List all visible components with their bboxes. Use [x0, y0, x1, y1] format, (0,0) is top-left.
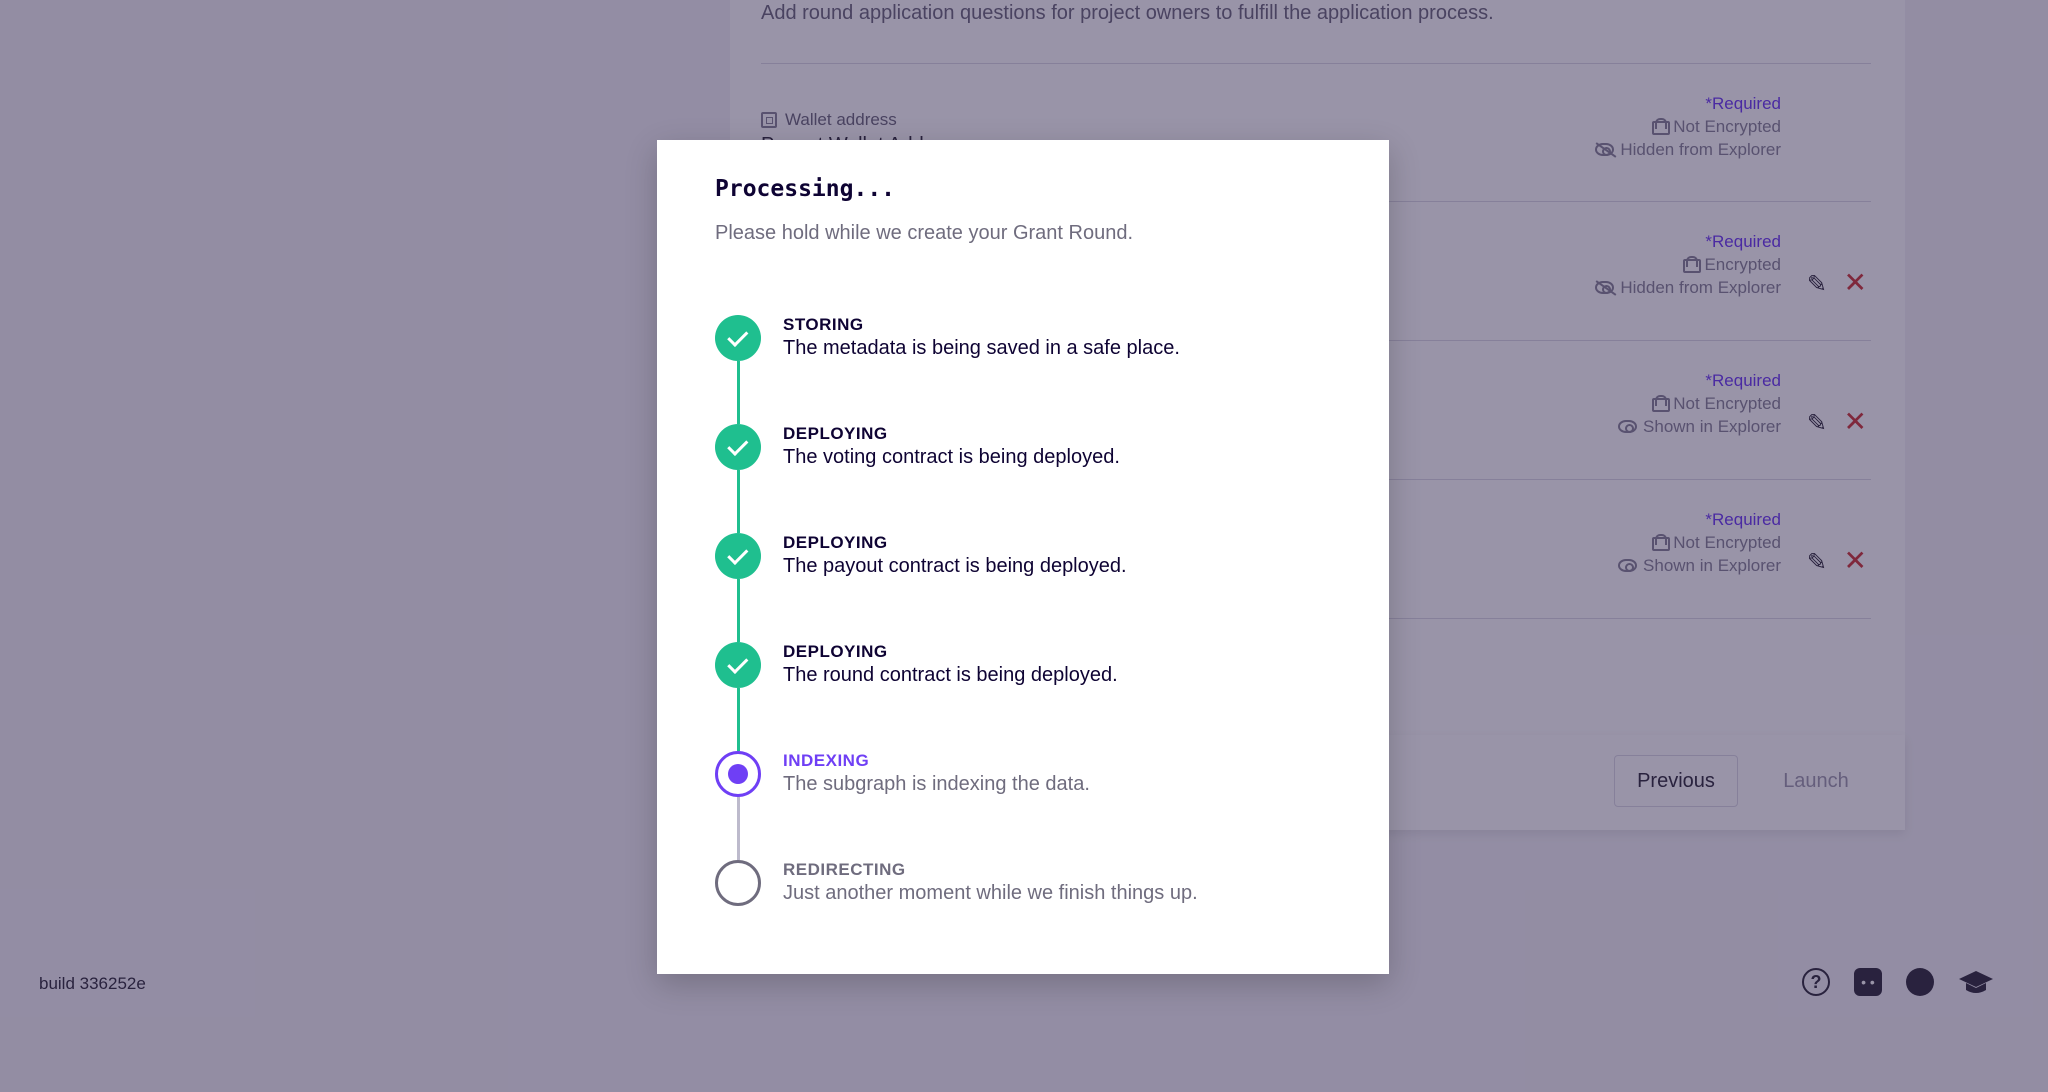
visibility-text: Hidden from Explorer — [1620, 140, 1781, 159]
step-deploying-round — [715, 642, 1335, 751]
current-step-icon — [715, 751, 761, 797]
step-description: The voting contract is being deployed. — [783, 446, 1120, 468]
delete-icon[interactable]: ✕ — [1843, 544, 1867, 577]
visibility-text: Shown in Explorer — [1643, 556, 1781, 575]
questions-description: Add round application questions for project owners to fulfill the application process. — [761, 2, 1494, 24]
edit-icon[interactable]: ✎ — [1806, 271, 1827, 298]
step-name: REDIRECTING — [783, 860, 906, 879]
step-deploying-payout — [715, 533, 1335, 642]
step-description: The round contract is being deployed. — [783, 664, 1118, 686]
step-connector — [737, 797, 740, 860]
step-name: DEPLOYING — [783, 642, 888, 661]
step-deploying-voting — [715, 424, 1335, 533]
encryption-text: Not Encrypted — [1673, 533, 1781, 552]
edit-icon[interactable]: ✎ — [1806, 549, 1827, 576]
encryption-text: Not Encrypted — [1673, 394, 1781, 413]
delete-icon[interactable]: ✕ — [1843, 405, 1867, 438]
step-name: DEPLOYING — [783, 533, 888, 552]
check-icon — [715, 533, 761, 579]
step-description: The subgraph is indexing the data. — [783, 773, 1090, 795]
launch-button[interactable]: Launch — [1783, 769, 1849, 792]
check-icon — [715, 315, 761, 361]
step-connector — [737, 579, 740, 642]
delete-icon[interactable]: ✕ — [1843, 266, 1867, 299]
step-indexing — [715, 751, 1335, 860]
required-badge: *Required — [1705, 94, 1781, 113]
modal-title: Processing... — [715, 176, 896, 202]
required-badge: *Required — [1705, 232, 1781, 251]
step-description: The payout contract is being deployed. — [783, 555, 1127, 577]
visibility-text: Shown in Explorer — [1643, 417, 1781, 436]
modal-subtitle: Please hold while we create your Grant Round. — [715, 222, 1134, 244]
step-name: INDEXING — [783, 751, 870, 770]
step-redirecting — [715, 860, 1335, 969]
visibility-text: Hidden from Explorer — [1620, 278, 1781, 297]
required-badge: *Required — [1705, 510, 1781, 529]
step-connector — [737, 470, 740, 533]
previous-button[interactable]: Previous — [1614, 755, 1738, 807]
encryption-text: Not Encrypted — [1673, 117, 1781, 136]
progress-steps — [715, 315, 1335, 969]
pending-step-icon — [715, 860, 761, 906]
check-icon — [715, 642, 761, 688]
step-name: STORING — [783, 315, 864, 334]
step-connector — [737, 688, 740, 751]
processing-modal — [657, 140, 1389, 974]
question-label-text: Wallet address — [785, 110, 897, 129]
step-connector — [737, 361, 740, 424]
build-version: build 336252e — [39, 974, 146, 993]
required-badge: *Required — [1705, 371, 1781, 390]
step-description: Just another moment while we finish things up. — [783, 882, 1198, 904]
encryption-text: Encrypted — [1704, 255, 1781, 274]
step-name: DEPLOYING — [783, 424, 888, 443]
step-storing — [715, 315, 1335, 424]
check-icon — [715, 424, 761, 470]
step-description: The metadata is being saved in a safe place. — [783, 337, 1180, 359]
help-icon[interactable]: ? — [1802, 968, 1830, 996]
edit-icon[interactable]: ✎ — [1806, 410, 1827, 437]
